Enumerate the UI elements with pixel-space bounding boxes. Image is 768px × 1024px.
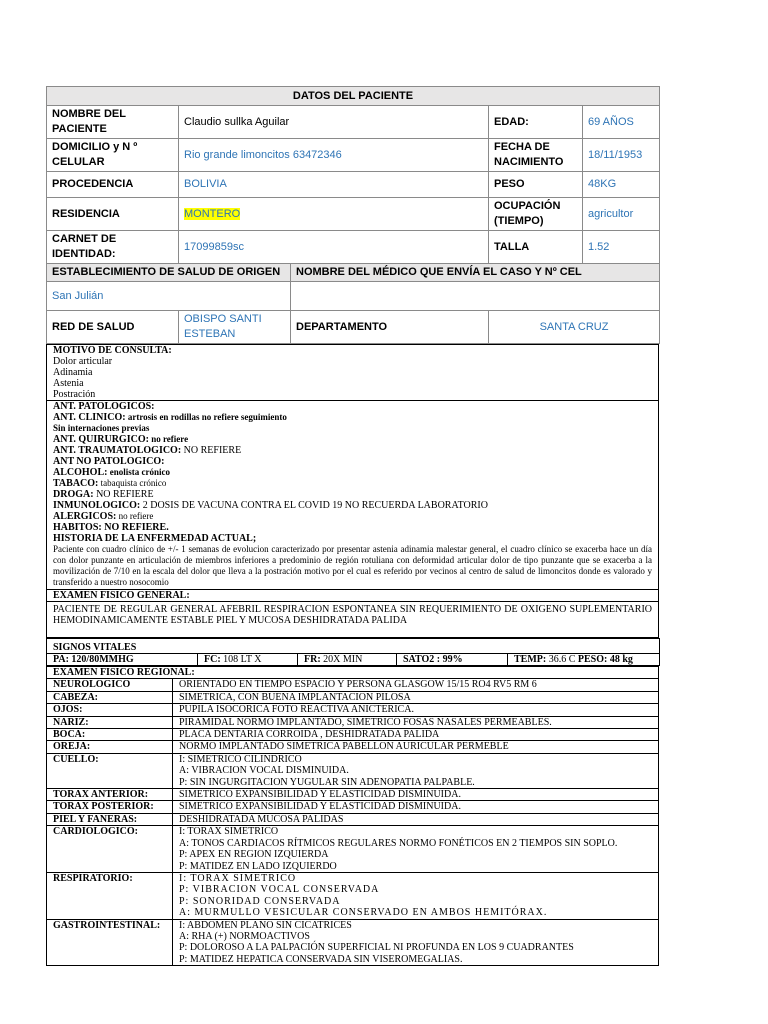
immunology-value: 2 DOSIS DE VACUNA CONTRA EL COVID 19 NO RECUERDA LABORATORIO xyxy=(140,500,488,511)
clinical-label: ANT. CLINICO: xyxy=(53,412,126,423)
exam-row-findings xyxy=(173,729,659,741)
alcohol-label: ALCOHOL: xyxy=(53,467,108,478)
exam-row xyxy=(47,826,659,873)
exam-finding-line: A: TONOS CARDIACOS RÍTMICOS REGULARES NORMO FONÉTICOS EN 2 TIEMPOS SIN SOPLO. xyxy=(179,837,618,849)
exam-finding-line: I: ABDOMEN PLANO SIN CICATRICES xyxy=(179,919,352,931)
exam-finding-line: SIMETRICO EXPANSIBILIDAD Y ELASTICIDAD DISMINUIDA. xyxy=(179,801,461,813)
exam-row xyxy=(47,741,659,753)
patient-data-table xyxy=(46,86,660,344)
exam-finding-line: I: SIMETRICO CILINDRICO xyxy=(179,753,302,765)
age-label: EDAD: xyxy=(489,106,583,139)
exam-finding-line: DESHIDRATADA MUCOSA PALIDAS xyxy=(179,813,344,825)
medical-history xyxy=(47,401,659,590)
exam-finding-line: P: MATIDEZ HEPATICA CONSERVADA SIN VISEROMEGALIAS. xyxy=(179,953,463,965)
patient-name: Claudio sullka Aguilar xyxy=(179,106,489,139)
general-exam-title: EXAMEN FISICO GENERAL: xyxy=(47,590,659,602)
patient-address: Rio grande limoncitos 63472346 xyxy=(179,139,489,172)
drug-value: NO REFIERE xyxy=(93,489,154,500)
referring-doctor xyxy=(291,282,660,311)
hospitalizations: Sin internaciones previas xyxy=(53,423,150,433)
temperature-label: TEMP: xyxy=(514,654,547,665)
current-illness-title: HISTORIA DE LA ENFERMEDAD ACTUAL; xyxy=(53,533,257,544)
exam-finding-line: P: SONORIDAD CONSERVADA xyxy=(179,895,341,907)
exam-finding-line: I: TORAX SIMETRICO xyxy=(179,872,297,884)
origin-facility: San Julián xyxy=(47,282,291,311)
exam-row-findings xyxy=(173,826,659,873)
exam-row xyxy=(47,801,659,813)
exam-row-findings xyxy=(173,691,659,703)
exam-row-label: TORAX POSTERIOR: xyxy=(47,801,173,813)
vital-signs-table xyxy=(46,638,660,666)
saturation-label: SATO2 : xyxy=(403,654,441,665)
allergies-value: no refiere xyxy=(116,511,154,521)
exam-finding-line: A: VIBRACION VOCAL DISMINUIDA. xyxy=(179,765,349,777)
exam-row-label: OREJA: xyxy=(47,741,173,753)
tobacco-label: TABACO: xyxy=(53,478,99,489)
exam-finding-line: PIRAMIDAL NORMO IMPLANTADO, SIMETRICO FOSAS NASALES PERMEABLES. xyxy=(179,716,552,728)
allergies-label: ALERGICOS: xyxy=(53,511,117,522)
exam-row-findings xyxy=(173,753,659,788)
pathological-title: ANT. PATOLOGICOS: xyxy=(53,401,155,412)
department: SANTA CRUZ xyxy=(489,311,660,344)
exam-row-findings xyxy=(173,813,659,825)
exam-row xyxy=(47,691,659,703)
exam-finding-line: A: RHA (+) NORMOACTIVOS xyxy=(179,930,310,942)
exam-row-findings xyxy=(173,789,659,801)
blood-pressure: PA: 120/80MMHG xyxy=(47,654,198,666)
immunology-label: INMUNOLOGICO: xyxy=(53,500,141,511)
exam-row xyxy=(47,872,659,919)
exam-finding-line: PUPILA ISOCORICA FOTO REACTIVA ANICTERICA. xyxy=(179,704,414,716)
exam-row-label: RESPIRATORIO: xyxy=(47,872,173,919)
exam-row-label: NARIZ: xyxy=(47,716,173,728)
tobacco-value: tabaquista crónico xyxy=(98,478,167,488)
exam-row-label: NEUROLOGICO xyxy=(47,679,173,691)
occupation-label: OCUPACIÓN (TIEMPO) xyxy=(489,198,583,231)
id-label: CARNET DE IDENTIDAD: xyxy=(47,231,179,264)
exam-row-findings xyxy=(173,741,659,753)
surgical-value: no refiere xyxy=(148,434,189,444)
consultation-item: Astenia xyxy=(53,378,84,389)
vital-signs-title: SIGNOS VITALES xyxy=(47,639,660,654)
network-label: RED DE SALUD xyxy=(47,311,179,344)
weight-label: PESO xyxy=(489,172,583,198)
exam-row-findings xyxy=(173,801,659,813)
patient-residence: MONTERO xyxy=(184,207,241,220)
doctor-label: NOMBRE DEL MÉDICO QUE ENVÍA EL CASO Y Nº CEL xyxy=(291,264,660,282)
exam-finding-line: I: TORAX SIMETRICO xyxy=(179,826,279,838)
exam-row xyxy=(47,704,659,716)
exam-row-label: CARDIOLOGICO: xyxy=(47,826,173,873)
resp-rate-label: FR: xyxy=(304,654,321,665)
health-network: OBISPO SANTI ESTEBAN xyxy=(179,311,291,344)
patient-birth: 18/11/1953 xyxy=(583,139,660,172)
exam-finding-line: SIMETRICA, CON BUENA IMPLANTACION PILOSA xyxy=(179,691,411,703)
patient-occupation: agricultor xyxy=(583,198,660,231)
exam-row-findings xyxy=(173,704,659,716)
patient-origin: BOLIVIA xyxy=(179,172,489,198)
exam-row-label: CUELLO: xyxy=(47,753,173,788)
exam-row xyxy=(47,679,659,691)
exam-row-findings xyxy=(173,872,659,919)
trauma-value: NO REFIERE xyxy=(181,445,242,456)
consultation-item: Dolor articular xyxy=(53,356,113,367)
weight-vital: PESO: 48 kg xyxy=(575,654,633,665)
exam-finding-line: PLACA DENTARIA CORROIDA , DESHIDRATADA PALIDA xyxy=(179,729,440,741)
patient-data-header: DATOS DEL PACIENTE xyxy=(47,87,660,106)
exam-row xyxy=(47,919,659,966)
regional-exam-table xyxy=(46,666,659,966)
patient-weight: 48KG xyxy=(583,172,660,198)
patient-id: 17099859sc xyxy=(179,231,489,264)
birth-label: FECHA DE NACIMIENTO xyxy=(489,139,583,172)
heart-rate-label: FC: xyxy=(204,654,221,665)
regional-exam-title: EXAMEN FISICO REGIONAL: xyxy=(47,667,659,679)
heart-rate: 108 LT X xyxy=(220,654,262,665)
address-label: DOMICILIO y N º CELULAR xyxy=(47,139,179,172)
temperature: 36.6 C xyxy=(546,654,576,665)
alcohol-value: enolista crónico xyxy=(107,467,170,477)
exam-finding-line: NORMO IMPLANTADO SIMETRICA PABELLON AURICULAR PERMEBLE xyxy=(179,741,509,753)
clinical-value: artrosis en rodillas no refiere seguimiento xyxy=(125,412,287,422)
exam-row-label: GASTROINTESTINAL: xyxy=(47,919,173,966)
exam-row-findings xyxy=(173,679,659,691)
exam-row-label: OJOS: xyxy=(47,704,173,716)
consultation-reason xyxy=(47,345,659,401)
exam-finding-line: P: MATIDEZ EN LADO IZQUIERDO xyxy=(179,860,337,872)
exam-finding-line: P: VIBRACION VOCAL CONSERVADA xyxy=(179,884,380,896)
current-illness-text: Paciente con cuadro clínico de +/- 1 semanas de evolucion caracterizado por presentar astenia adinamia malestar general, el cuadro clínico se exacerba hace un día con dolor punzante en articulación de miembros inferiores a predominio de región rotuliana con deformidad articular dolor de tipo punzante que se exacerba a la movilización de 7/10 en la escala del dolor que lleva a la postración motivo por el cual es referido por vecinos al centro de salud de limoncitos donde es valorado y transferido a nuestro nosocomio xyxy=(53,544,652,587)
exam-finding-line: P: DOLOROSO A LA PALPACIÓN SUPERFICIAL NI PROFUNDA EN LOS 9 CUADRANTES xyxy=(179,942,574,954)
origin-label: PROCEDENCIA xyxy=(47,172,179,198)
habits-value: NO REFIERE. xyxy=(101,522,169,533)
patient-height: 1.52 xyxy=(583,231,660,264)
exam-row xyxy=(47,813,659,825)
facility-label: ESTABLECIMIENTO DE SALUD DE ORIGEN xyxy=(47,264,291,282)
exam-row xyxy=(47,753,659,788)
general-exam-text: PACIENTE DE REGULAR GENERAL AFEBRIL RESPIRACION ESPONTANEA SIN REQUERIMIENTO DE OXIGENO SUPLEMENTARIO HEMODINAMICAMENTE ESTABLE PIEL Y MUCOSA DESHIDRATADA PALIDA xyxy=(47,602,659,638)
resp-rate: 20X MIN xyxy=(320,654,363,665)
drug-label: DROGA: xyxy=(53,489,94,500)
exam-finding-line: A: MURMULLO VESICULAR CONSERVADO EN AMBOS HEMITÓRAX. xyxy=(179,907,548,919)
height-label: TALLA xyxy=(489,231,583,264)
exam-row-findings xyxy=(173,716,659,728)
trauma-label: ANT. TRAUMATOLOGICO: xyxy=(53,445,182,456)
name-label: NOMBRE DEL PACIENTE xyxy=(47,106,179,139)
exam-finding-line: ORIENTADO EN TIEMPO ESPACIO Y PERSONA GLASGOW 15/15 RO4 RV5 RM 6 xyxy=(179,679,537,691)
exam-row xyxy=(47,729,659,741)
exam-row-label: CABEZA: xyxy=(47,691,173,703)
exam-row-findings xyxy=(173,919,659,966)
saturation: 99% xyxy=(440,654,463,665)
non-pathological-title: ANT NO PATOLOGICO: xyxy=(53,456,165,467)
consultation-item: Postración xyxy=(53,389,96,400)
clinical-sections xyxy=(46,344,659,638)
surgical-label: ANT. QUIRURGICO: xyxy=(53,434,149,445)
consultation-item: Adinamia xyxy=(53,367,93,378)
clinical-record xyxy=(46,86,659,966)
exam-row-label: BOCA: xyxy=(47,729,173,741)
exam-row xyxy=(47,716,659,728)
exam-finding-line: P: SIN INGURGITACION YUGULAR SIN ADENOPATIA PALPABLE. xyxy=(179,776,475,788)
habits-label: HABITOS: xyxy=(53,522,102,533)
exam-finding-line: P: APEX EN REGION IZQUIERDA xyxy=(179,849,329,861)
department-label: DEPARTAMENTO xyxy=(291,311,489,344)
patient-age: 69 AÑOS xyxy=(583,106,660,139)
exam-row xyxy=(47,789,659,801)
exam-row-label: PIEL Y FANERAS: xyxy=(47,813,173,825)
exam-row-label: TORAX ANTERIOR: xyxy=(47,789,173,801)
exam-finding-line: SIMETRICO EXPANSIBILIDAD Y ELASTICIDAD DISMINUIDA. xyxy=(179,789,461,801)
consultation-title: MOTIVO DE CONSULTA: xyxy=(53,345,172,356)
residence-label: RESIDENCIA xyxy=(47,198,179,231)
